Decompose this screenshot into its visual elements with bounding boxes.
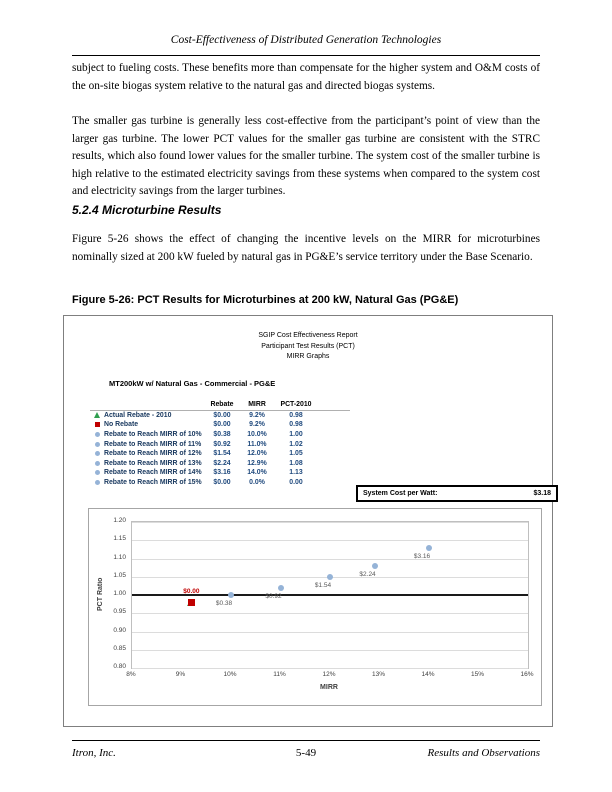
plot-area: [131, 521, 529, 669]
square-marker-icon: [90, 422, 104, 427]
legend-row-label: Rebate to Reach MIRR of 14%: [104, 469, 202, 477]
legend-row-label: Rebate to Reach MIRR of 10%: [104, 431, 202, 439]
system-cost-value: $3.18: [533, 490, 551, 497]
legend-row-label: Rebate to Reach MIRR of 13%: [104, 459, 202, 467]
col-header-rebate: Rebate: [210, 401, 234, 409]
page-footer: [72, 740, 540, 759]
page-header: [72, 30, 540, 56]
legend-row-pct: 1.13: [289, 469, 303, 477]
h-gridline: [132, 650, 528, 651]
x-tick-label: 15%: [470, 671, 484, 678]
legend-row-mirr: 9.2%: [249, 411, 265, 419]
h-gridline: [132, 632, 528, 633]
legend-row-rebate: $0.00: [213, 479, 231, 487]
legend-row-pct: 0.98: [289, 411, 303, 419]
data-point-label: $2.24: [359, 570, 376, 578]
legend-table-row: [90, 420, 350, 430]
paragraph-2: The smaller gas turbine is generally less cost-effective from the participant’s point of view than the larger gas turbine. The lower PCT values for the smaller gas turbine are consistent with the STRC results, which also found lower values for the smaller turbine. The system cost of the smaller turbine is high relative to the estimated electricity savings from these systems when compared to the system cost and electricity savings from the larger turbines.: [72, 115, 540, 198]
h-gridline: [132, 540, 528, 541]
y-tick-label: 0.85: [113, 644, 126, 652]
legend-row-pct: 1.08: [289, 459, 303, 467]
scatter-chart: [88, 508, 542, 706]
circle-marker-icon: [90, 432, 104, 437]
y-tick-label: 1.05: [113, 571, 126, 579]
legend-row-label: Rebate to Reach MIRR of 11%: [104, 440, 202, 448]
data-point-label: $1.54: [314, 581, 332, 589]
x-tick-label: 10%: [223, 671, 237, 678]
y-tick-label: 1.00: [113, 590, 126, 597]
h-gridline: [132, 668, 528, 669]
x-tick-label: 12%: [322, 671, 336, 678]
data-point-label: $3.16: [413, 552, 431, 560]
x-tick-label: 8%: [126, 671, 136, 678]
legend-row-mirr: 9.2%: [249, 421, 265, 429]
data-point-label: $0.38: [215, 600, 233, 607]
legend-row-label: No Rebate: [104, 421, 139, 429]
footer-section: Results and Observations: [427, 747, 540, 759]
y-tick-label: 0.90: [113, 626, 126, 634]
h-gridline: [132, 559, 528, 560]
legend-row-mirr: 0.0%: [249, 479, 265, 487]
legend-table-row: [90, 411, 350, 421]
circle-marker-icon: [90, 442, 104, 447]
col-header-pct-2010: PCT-2010: [280, 401, 312, 409]
legend-row-rebate: $0.92: [213, 440, 231, 448]
section-heading: 5.2.4 Microturbine Results: [72, 203, 222, 217]
data-point-circle: [278, 585, 284, 591]
y-tick-label: 0.95: [113, 608, 126, 616]
legend-row-label: Rebate to Reach MIRR of 15%: [104, 479, 202, 487]
circle-marker-icon: [90, 480, 104, 485]
legend-row-rebate: $0.00: [213, 421, 231, 429]
x-tick-label: 13%: [371, 671, 385, 678]
circle-marker-icon: [90, 470, 104, 475]
legend-row-label: Actual Rebate - 2010: [104, 411, 172, 419]
data-point-label: $0.92: [265, 592, 282, 600]
y-tick-label: 1.15: [113, 535, 126, 543]
chart-title-line-2: Participant Test Results (PCT): [261, 342, 355, 350]
footer-page-number: 5-49: [295, 747, 317, 759]
chart-subtitle: MT200kW w/ Natural Gas - Commercial - PG&E: [109, 379, 276, 388]
legend-row-mirr: 14.0%: [247, 469, 267, 477]
data-point-square: [188, 599, 195, 606]
h-gridline: [132, 522, 528, 523]
legend-row-mirr: 10.0%: [247, 431, 267, 439]
data-point-label: $0.00: [183, 588, 200, 596]
legend-row-mirr: 12.0%: [247, 450, 267, 458]
footer-company: Itron, Inc.: [72, 747, 116, 759]
paragraph-3: Figure 5-26 shows the effect of changing the incentive levels on the MIRR for microturbines nominally sized at 200 kW fueled by natural gas in PG&E’s service territory under the Base Scenario.: [72, 233, 540, 263]
x-tick-label: 16%: [520, 671, 534, 678]
chart-title-block: [64, 331, 552, 363]
legend-row-mirr: 12.9%: [247, 459, 267, 467]
legend-table-row: [90, 459, 350, 469]
x-tick-label: 11%: [273, 671, 286, 678]
data-point-circle: [426, 545, 432, 551]
paragraph-1: subject to fueling costs. These benefits more than compensate for the higher system and O&M costs of the on-site biogas system relative to the natural gas and directed biogas systems.: [72, 62, 540, 92]
legend-table-row: [90, 449, 350, 459]
legend-row-rebate: $3.16: [213, 469, 231, 477]
legend-row-pct: 1.05: [289, 450, 303, 458]
triangle-marker-icon: [90, 412, 104, 418]
data-point-circle: [327, 574, 333, 580]
y-tick-label: 0.80: [113, 663, 126, 670]
legend-row-rebate: $0.38: [213, 431, 231, 439]
col-header-mirr: MIRR: [248, 401, 266, 409]
figure-caption: Figure 5-26: PCT Results for Microturbines at 200 kW, Natural Gas (PG&E): [72, 294, 459, 306]
y-tick-label: 1.10: [113, 553, 126, 561]
y-axis-title: PCT Ratio: [97, 577, 104, 611]
chart-title-line-1: SGIP Cost Effectiveness Report: [258, 332, 358, 339]
circle-marker-icon: [90, 451, 104, 456]
system-cost-box: [356, 485, 558, 502]
legend-row-label: Rebate to Reach MIRR of 12%: [104, 450, 202, 458]
h-gridline: [132, 613, 528, 614]
legend-row-mirr: 11.0%: [247, 440, 267, 448]
x-tick-label: 9%: [175, 671, 186, 678]
legend-table-row: [90, 478, 350, 488]
chart-title-line-3: MIRR Graphs: [286, 353, 330, 360]
legend-row-rebate: $1.54: [213, 450, 231, 458]
legend-row-rebate: $0.00: [213, 411, 231, 419]
x-tick-label: 14%: [421, 671, 435, 678]
legend-row-rebate: $2.24: [213, 459, 231, 467]
circle-marker-icon: [90, 461, 104, 466]
legend-table: [90, 400, 350, 487]
legend-row-pct: 0.00: [289, 479, 303, 487]
legend-table-header-row: [90, 400, 350, 411]
legend-table-row: [90, 468, 350, 478]
legend-table-body: [90, 411, 350, 488]
y-tick-label: 1.20: [113, 517, 126, 524]
legend-row-pct: 0.98: [289, 421, 303, 429]
system-cost-label: System Cost per Watt:: [363, 490, 438, 497]
legend-table-row: [90, 430, 350, 440]
running-header-title: Cost-Effectiveness of Distributed Generation Technologies: [170, 34, 442, 46]
x-axis-title: MIRR: [320, 684, 338, 691]
legend-table-row: [90, 439, 350, 449]
legend-row-pct: 1.00: [289, 431, 303, 439]
data-point-circle: [372, 563, 378, 569]
legend-row-pct: 1.02: [289, 440, 303, 448]
data-point-circle: [228, 592, 234, 598]
figure-5-26: [63, 315, 553, 727]
